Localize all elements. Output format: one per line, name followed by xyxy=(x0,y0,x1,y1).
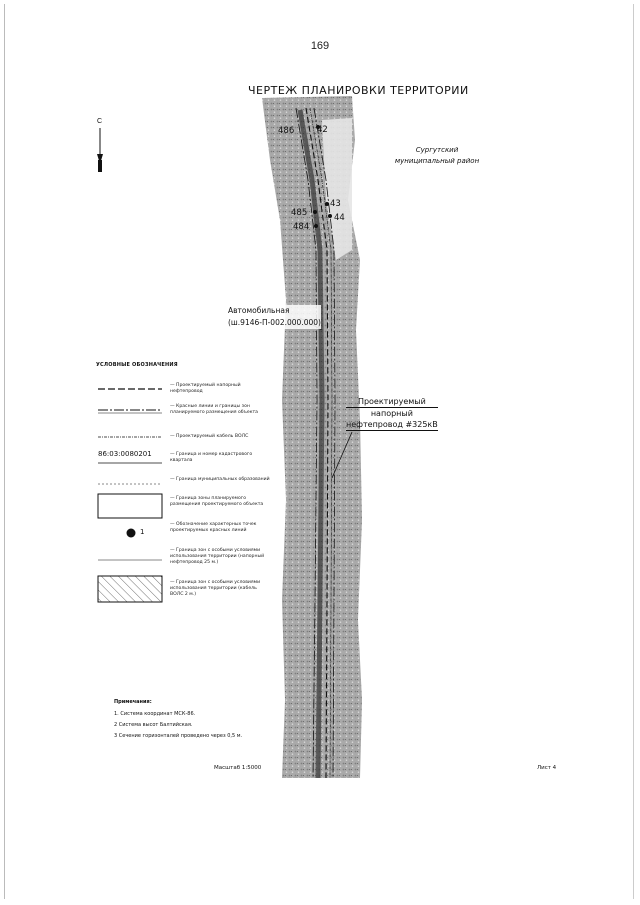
point-number: 1 xyxy=(140,528,145,536)
note-item: 2 Система высот Балтийская. xyxy=(114,722,193,728)
parcel-number: 486 xyxy=(278,126,295,136)
notes-title: Примечания: xyxy=(114,699,152,705)
legend-symbols xyxy=(98,389,162,602)
parcel-number: 43 xyxy=(330,199,341,209)
pipeline-label: Проектируемый напорный нефтепровод #325кВ xyxy=(346,397,438,429)
region-label: Сургутский муниципальный район xyxy=(394,146,480,165)
legend-symbol-point xyxy=(127,529,136,538)
parcel-number: 485 xyxy=(291,208,308,218)
legend-symbol-zone xyxy=(98,494,162,518)
notes xyxy=(114,697,242,742)
note-item: 3 Сечение горизонталей проведено через 0,5 м. xyxy=(114,733,243,739)
legend-title: УСЛОВНЫЕ ОБОЗНАЧЕНИЯ xyxy=(96,362,178,368)
sheet-label: Лист 4 xyxy=(537,765,557,771)
note-item: 1. Система координат МСК-86. xyxy=(114,711,196,717)
page-number: 169 xyxy=(310,40,330,52)
cadastral-number: 86:03:0080201 xyxy=(98,450,152,458)
parcel-number: 44 xyxy=(334,213,345,223)
map-title: ЧЕРТЕЖ ПЛАНИРОВКИ ТЕРРИТОРИИ xyxy=(248,84,469,97)
road-label: Автомобильная (ш.9146-П-002.000.000) xyxy=(228,306,321,327)
point-marker xyxy=(313,210,317,214)
legend-symbol-zone-2m xyxy=(98,576,162,602)
north-arrow-icon xyxy=(93,118,107,173)
scale-label: Масштаб 1:5000 xyxy=(214,765,262,771)
point-marker xyxy=(325,202,329,206)
point-marker xyxy=(328,214,332,218)
parcel-number: 484 xyxy=(293,222,310,232)
parcel-number: 42 xyxy=(317,125,328,135)
north-letter: С xyxy=(97,118,103,125)
point-marker xyxy=(314,224,318,228)
